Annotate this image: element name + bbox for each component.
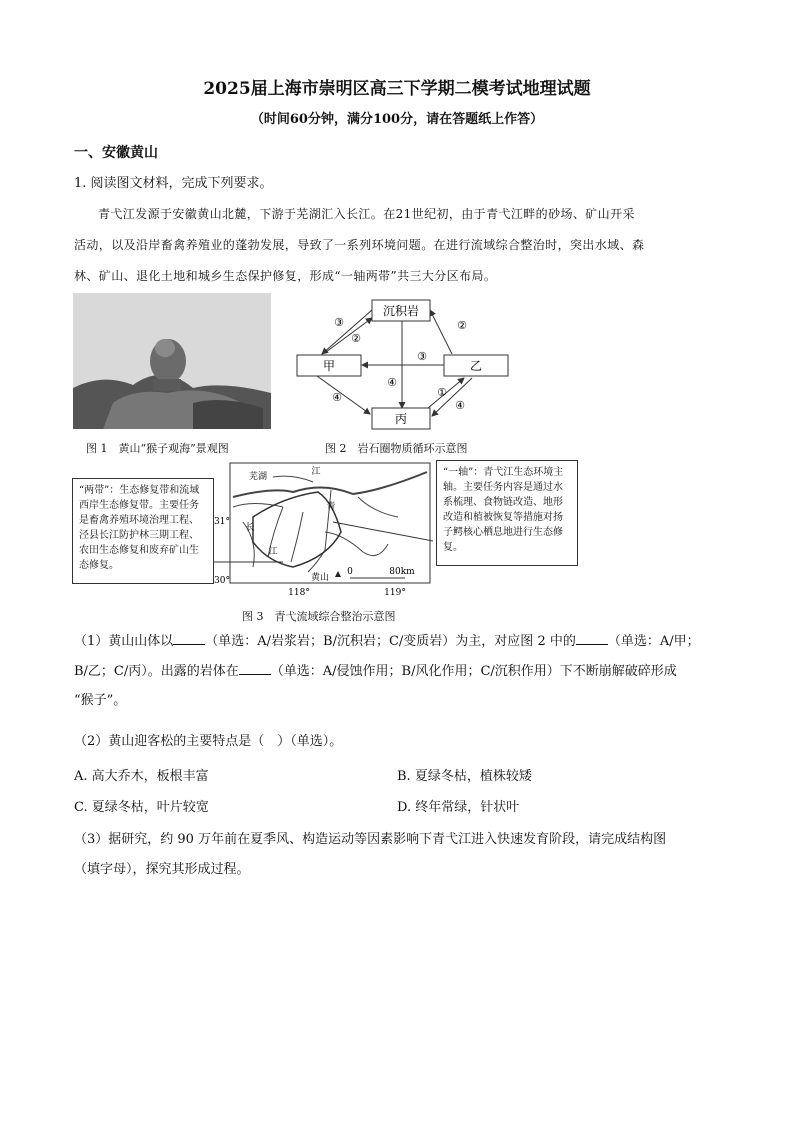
q1-1-line-2: B/乙；C/丙）。出露的岩体在 （单选：A/侵蚀作用；B/风化作用；C/沉积作用）下不断崩解破碎形成 — [74, 664, 677, 679]
scale-zero: 0 — [347, 567, 353, 577]
lon-118: 118° — [288, 588, 310, 598]
option-d[interactable]: D. 终年常绿，针状叶 — [397, 800, 520, 815]
q1-2-question: （2）黄山迎客松的主要特点是（ ）（单选）。 — [74, 734, 343, 749]
label-4c: ④ — [455, 399, 465, 412]
label-2b: ② — [457, 319, 467, 332]
section-heading: 一、安徽黄山 — [74, 145, 158, 161]
lon-119: 119° — [384, 588, 406, 598]
label-4a: ④ — [387, 376, 397, 389]
fig1-caption: 图 1 黄山“猴子观海”景观图 — [86, 442, 229, 455]
label-1: ① — [437, 386, 447, 399]
map-label-jiang-1: 江 — [311, 467, 321, 477]
rock-cycle-diagram — [292, 296, 512, 436]
label-2a: ② — [351, 332, 361, 345]
map-label-qing: 青 — [326, 502, 336, 512]
option-b[interactable]: B. 夏绿冬枯，植株较矮 — [397, 769, 532, 784]
node-jia: 甲 — [322, 359, 336, 373]
lat-31: 31° — [214, 517, 230, 527]
fig3-caption: 图 3 青弋流域综合整治示意图 — [242, 610, 396, 623]
option-a[interactable]: A. 高大乔木，板根丰富 — [74, 769, 209, 784]
q1-1-line-1: （1）黄山山体以 （单选：A/岩浆岩；B/沉积岩；C/变质岩）为主，对应图 2 中的 （单选：A/甲； — [74, 634, 700, 649]
fig2-caption: 图 2 岩石圈物质循环示意图 — [325, 442, 468, 455]
answer-blank-3[interactable] — [239, 662, 271, 675]
answer-blank-1[interactable] — [173, 632, 205, 645]
lat-30: 30° — [214, 576, 230, 586]
node-bing: 丙 — [394, 412, 408, 426]
page-title: 2025届上海市崇明区高三下学期二模考试地理试题 — [203, 79, 591, 99]
map-label-huangshan: 黄山 — [310, 573, 330, 583]
q1-3-line-2: （填字母），探究其形成过程。 — [74, 862, 250, 877]
map-label-jiang-2: 江 — [268, 547, 278, 557]
label-3b: ③ — [417, 350, 427, 363]
option-c[interactable]: C. 夏绿冬枯，叶片较宽 — [74, 800, 209, 815]
two-belts-note: “两带”：生态修复带和流域西岸生态修复带。主要任务是畜禽养殖环境治理工程、泾县长江防护林三期工程、农田生态修复和废弃矿山生态修复。 — [72, 478, 214, 584]
qingyi-basin-map — [213, 462, 433, 600]
material-line-3: 林、矿山、退化土地和城乡生态保护修复，形成“一轴两带”共三大分区布局。 — [74, 269, 497, 283]
material-line-2: 活动，以及沿岸畜禽养殖业的蓬勃发展，导致了一系列环境问题。在进行流域综合整治时，突出水域、森 — [74, 238, 645, 252]
map-label-chang: 长 — [245, 523, 255, 533]
q1-3-line-1: （3）据研究，约 90 万年前在夏季风、构造运动等因素影响下青弋江进入快速发育阶段，请完成结构图 — [74, 832, 667, 847]
node-yi: 乙 — [469, 359, 483, 373]
exam-subtitle: （时间60分钟，满分100分，请在答题纸上作答） — [250, 112, 544, 127]
label-3a: ③ — [334, 316, 344, 329]
map-label-wuhu: 芜湖 — [248, 472, 268, 482]
label-4b: ④ — [332, 391, 342, 404]
scale-80km: 80km — [389, 567, 415, 577]
huangshan-monkey-photo — [73, 293, 271, 429]
one-axis-note: “一轴”：青弋江生态环境主轴。主要任务内容是通过水系梳理、食物链改造、地形改造和植被恢复等措施对扬子鳄核心栖息地进行生态修复。 — [436, 460, 578, 566]
material-line-1: 青弋江发源于安徽黄山北麓，下游于芜湖汇入长江。在21世纪初，由于青弋江畔的砂场、矿山开采 — [98, 207, 635, 221]
answer-blank-2[interactable] — [576, 632, 608, 645]
node-sedimentary: 沉积岩 — [382, 304, 420, 318]
question-1-intro: 1. 阅读图文材料，完成下列要求。 — [74, 176, 273, 191]
q1-1-line-3: “猴子”。 — [74, 693, 127, 708]
